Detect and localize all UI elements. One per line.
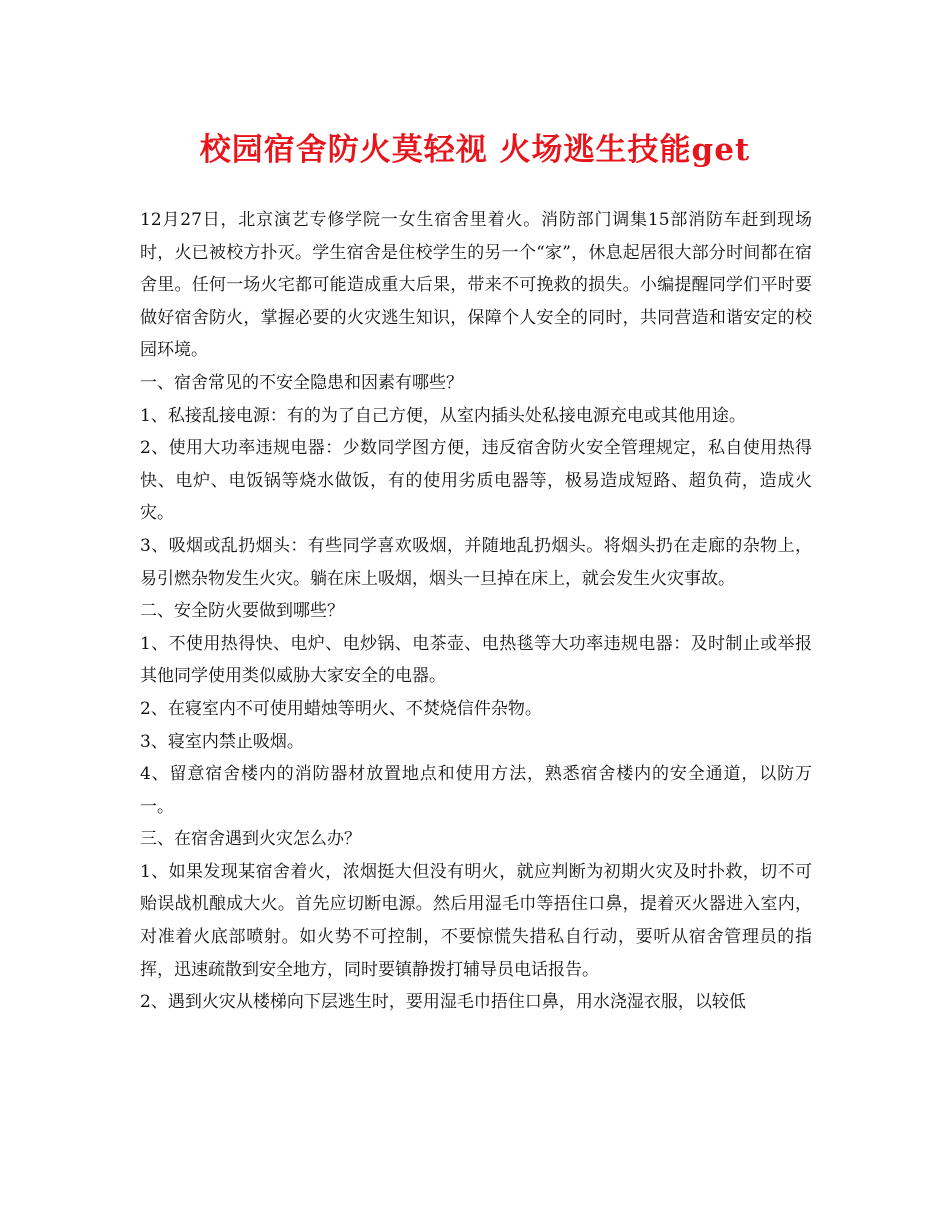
section-heading-3: 三、在宿舍遇到火灾怎么办？ — [140, 829, 361, 850]
list-item: 1、私接乱接电源：有的为了自己方便，从室内插头处私接电源充电或其他用途。 — [140, 405, 746, 426]
list-item: 3、寝室内禁止吸烟。 — [140, 731, 304, 752]
list-item: 2、使用大功率违规电器：少数同学图方便，违反宿舍防火安全管理规定，私自使用热得快、电炉、电饭锅等烧水做饭，有的使用劣质电器等，极易造成短路、超负荷，造成火灾。 — [140, 438, 812, 524]
section-heading-1: 一、宿舍常见的不安全隐患和因素有哪些？ — [140, 372, 463, 393]
list-item: 2、在寝室内不可使用蜡烛等明火、不焚烧信件杂物。 — [140, 698, 542, 719]
section-heading-2: 二、安全防火要做到哪些？ — [140, 601, 344, 622]
list-item: 4、留意宿舍楼内的消防器材放置地点和使用方法，熟悉宿舍楼内的安全通道，以防万一。 — [140, 764, 812, 817]
list-item: 1、如果发现某宿舍着火，浓烟挺大但没有明火，就应判断为初期火灾及时扑救，切不可贻误战机酿成大火。首先应切断电源。然后用湿毛巾等捂住口鼻，提着灭火器进入室内，对准着火底部喷射。如火势不可控制，不要惊慌失措私自行动，要听从宿舍管理员的指挥，迅速疏散到安全地方，同时要镇静拨打辅导员电话报告。 — [140, 861, 812, 980]
list-item: 1、不使用热得快、电炉、电炒锅、电茶壶、电热毯等大功率违规电器：及时制止或举报其他同学使用类似威胁大家安全的电器。 — [140, 633, 812, 687]
list-item: 2、遇到火灾从楼梯向下层逃生时，要用湿毛巾捂住口鼻，用水浇湿衣服，以较低 — [140, 992, 746, 1013]
paragraph-intro: 12月27日，北京演艺专修学院一女生宿舍里着火。消防部门调集15部消防车赶到现场时，火已被校方扑灭。学生宿舍是住校学生的另一个“家”，休息起居很大部分时间都在宿舍里。任何一场火宅都可能造成重大后果，带来不可挽救的损失。小编提醒同学们平时要做好宿舍防火，掌握必要的火灾逃生知识，保障个人安全的同时，共同营造和谐安定的校园环境。 — [140, 210, 812, 361]
document-title: 校园宿舍防火莫轻视 火场逃生技能get — [199, 132, 751, 168]
list-item: 3、吸烟或乱扔烟头：有些同学喜欢吸烟，并随地乱扔烟头。将烟头扔在走廊的杂物上，易引燃杂物发生火灾。躺在床上吸烟，烟头一旦掉在床上，就会发生火灾事故。 — [140, 535, 812, 589]
document-body — [140, 204, 812, 1019]
